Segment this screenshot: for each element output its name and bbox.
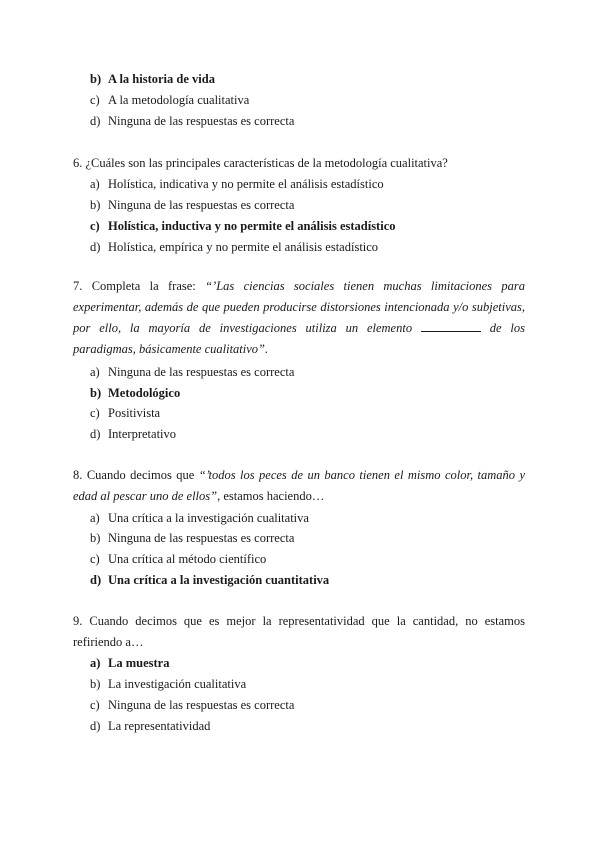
q9-option-c: c) Ninguna de las respuestas es correcta: [90, 698, 295, 712]
q7-option-a: a) Ninguna de las respuestas es correcta: [90, 365, 295, 379]
q9-option-b: b) La investigación cualitativa: [90, 677, 247, 691]
q8-option-b: b) Ninguna de las respuestas es correcta: [90, 531, 295, 545]
q8-option-c: c) Una crítica al método científico: [90, 552, 267, 566]
q9-option-d: d) La representatividad: [90, 719, 211, 733]
question-6: 6. ¿Cuáles son las principales características de la metodología cualitativa?: [73, 156, 448, 170]
q8-option-d: d) Una crítica a la investigación cuantitativa: [90, 573, 330, 587]
block0-option-c: c) A la metodología cualitativa: [90, 93, 250, 107]
question-9: 9. Cuando decimos que es mejor la representatividad que la cantidad, no estamos refiriendo a…: [73, 614, 525, 649]
q9-option-a: a) La muestra: [90, 656, 170, 670]
q6-option-d: d) Holística, empírica y no permite el análisis estadístico: [90, 240, 379, 254]
q8-option-a: a) Una crítica a la investigación cualitativa: [90, 511, 309, 525]
q7-option-d: d) Interpretativo: [90, 427, 177, 441]
fill-in-blank: [421, 320, 481, 332]
q7-option-c: c) Positivista: [90, 406, 161, 420]
block0-option-b: b) A la historia de vida: [90, 72, 215, 86]
q6-option-b: b) Ninguna de las respuestas es correcta: [90, 198, 295, 212]
q6-option-c: c) Holística, inductiva y no permite el análisis estadístico: [90, 219, 396, 233]
block0-option-d: d) Ninguna de las respuestas es correcta: [90, 114, 295, 128]
q7-option-b: b) Metodológico: [90, 386, 181, 400]
question-8: 8. Cuando decimos que “’todos los peces de un banco tienen el mismo color, tamaño y edad al pescar uno de ellos”, estamos haciendo…: [73, 468, 526, 503]
question-7: 7. Completa la frase: “’Las ciencias sociales tienen muchas limitaciones para experimentar, además de que pueden producirse distorsiones intencionada y/o subjetivas, por ello, la mayoría de investigaciones utiliza un elemento de los paradigmas, básicamente cualitativo”.: [73, 279, 525, 356]
q6-option-a: a) Holística, indicativa y no permite el análisis estadístico: [90, 177, 384, 191]
